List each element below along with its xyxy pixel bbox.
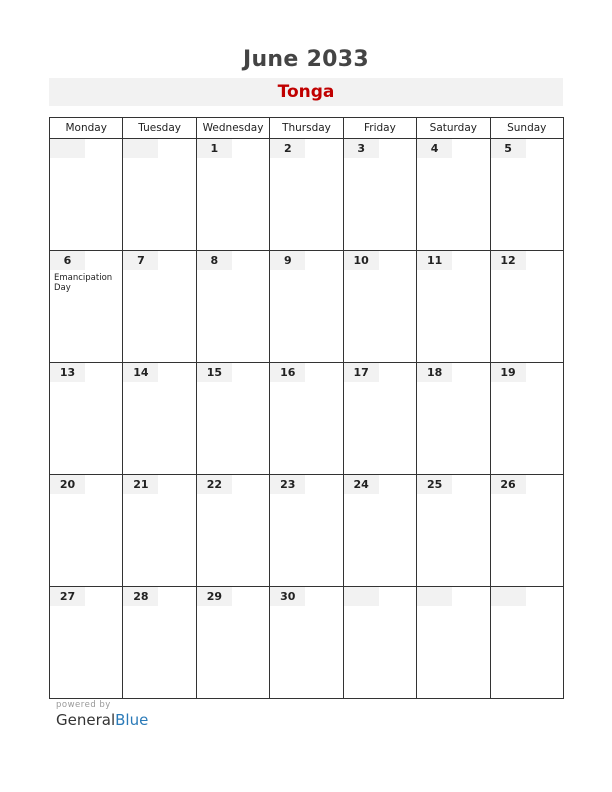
day-cell[interactable] [270,475,343,587]
day-number [491,587,526,606]
day-number: 10 [344,251,379,270]
holiday-label: Emancipation Day [54,273,113,293]
empty-day-cell [490,587,563,699]
calendar-body [50,139,564,699]
day-number: 8 [197,251,232,270]
day-cell[interactable] [270,587,343,699]
weekday-wednesday: Wednesday [196,118,269,139]
weekday-friday: Friday [343,118,416,139]
day-cell[interactable] [123,475,196,587]
week-row [50,587,564,699]
day-cell[interactable] [196,251,269,363]
day-number: 11 [417,251,452,270]
calendar-grid [49,117,564,699]
day-cell[interactable] [490,363,563,475]
day-number: 5 [491,139,526,158]
day-number: 25 [417,475,452,494]
day-number: 3 [344,139,379,158]
day-number: 9 [270,251,305,270]
day-cell[interactable] [196,363,269,475]
day-cell[interactable] [490,475,563,587]
day-number: 22 [197,475,232,494]
day-number: 6 [50,251,85,270]
day-cell[interactable] [196,475,269,587]
day-cell[interactable] [50,475,123,587]
day-number: 27 [50,587,85,606]
day-number: 14 [123,363,158,382]
day-cell[interactable] [417,475,490,587]
day-number [344,587,379,606]
generalblue-logo[interactable] [56,711,148,729]
weekday-sunday: Sunday [490,118,563,139]
weekday-thursday: Thursday [270,118,343,139]
empty-day-cell [123,139,196,251]
day-number: 16 [270,363,305,382]
day-cell[interactable] [343,363,416,475]
empty-day-cell [50,139,123,251]
day-number [50,139,85,158]
week-row [50,139,564,251]
day-number: 7 [123,251,158,270]
day-number: 23 [270,475,305,494]
weekday-monday: Monday [50,118,123,139]
calendar-title: June 2033 [242,47,370,72]
day-cell[interactable] [196,139,269,251]
day-cell[interactable] [417,251,490,363]
day-number: 29 [197,587,232,606]
day-cell[interactable] [417,363,490,475]
day-number: 12 [491,251,526,270]
country-name: Tonga [277,82,335,102]
day-cell[interactable] [343,139,416,251]
day-cell[interactable] [343,251,416,363]
powered-by-text: powered by [56,700,111,710]
day-cell[interactable] [123,363,196,475]
day-number: 24 [344,475,379,494]
brand-general: General [56,711,116,729]
day-cell[interactable] [50,587,123,699]
week-row [50,251,564,363]
day-number: 15 [197,363,232,382]
day-number: 17 [344,363,379,382]
day-cell[interactable] [490,139,563,251]
day-cell[interactable] [123,587,196,699]
day-cell[interactable] [270,139,343,251]
day-cell[interactable] [196,587,269,699]
day-number: 19 [491,363,526,382]
day-number [417,587,452,606]
day-cell[interactable] [417,139,490,251]
day-cell[interactable] [490,251,563,363]
day-number [123,139,158,158]
footer [56,700,148,729]
week-row [50,475,564,587]
weekday-header-row [50,118,564,139]
day-number: 26 [491,475,526,494]
weekday-saturday: Saturday [417,118,490,139]
day-number: 1 [197,139,232,158]
day-number: 4 [417,139,452,158]
empty-day-cell [417,587,490,699]
day-number: 20 [50,475,85,494]
day-number: 2 [270,139,305,158]
day-number: 30 [270,587,305,606]
day-number: 18 [417,363,452,382]
brand-blue: Blue [115,711,149,729]
week-row [50,363,564,475]
day-cell[interactable] [270,251,343,363]
day-cell[interactable] [123,251,196,363]
day-number: 28 [123,587,158,606]
day-cell[interactable] [50,251,123,363]
day-cell[interactable] [50,363,123,475]
day-cell[interactable] [270,363,343,475]
weekday-tuesday: Tuesday [123,118,196,139]
day-number: 13 [50,363,85,382]
empty-day-cell [343,587,416,699]
day-cell[interactable] [343,475,416,587]
day-number: 21 [123,475,158,494]
country-bar [49,78,563,106]
